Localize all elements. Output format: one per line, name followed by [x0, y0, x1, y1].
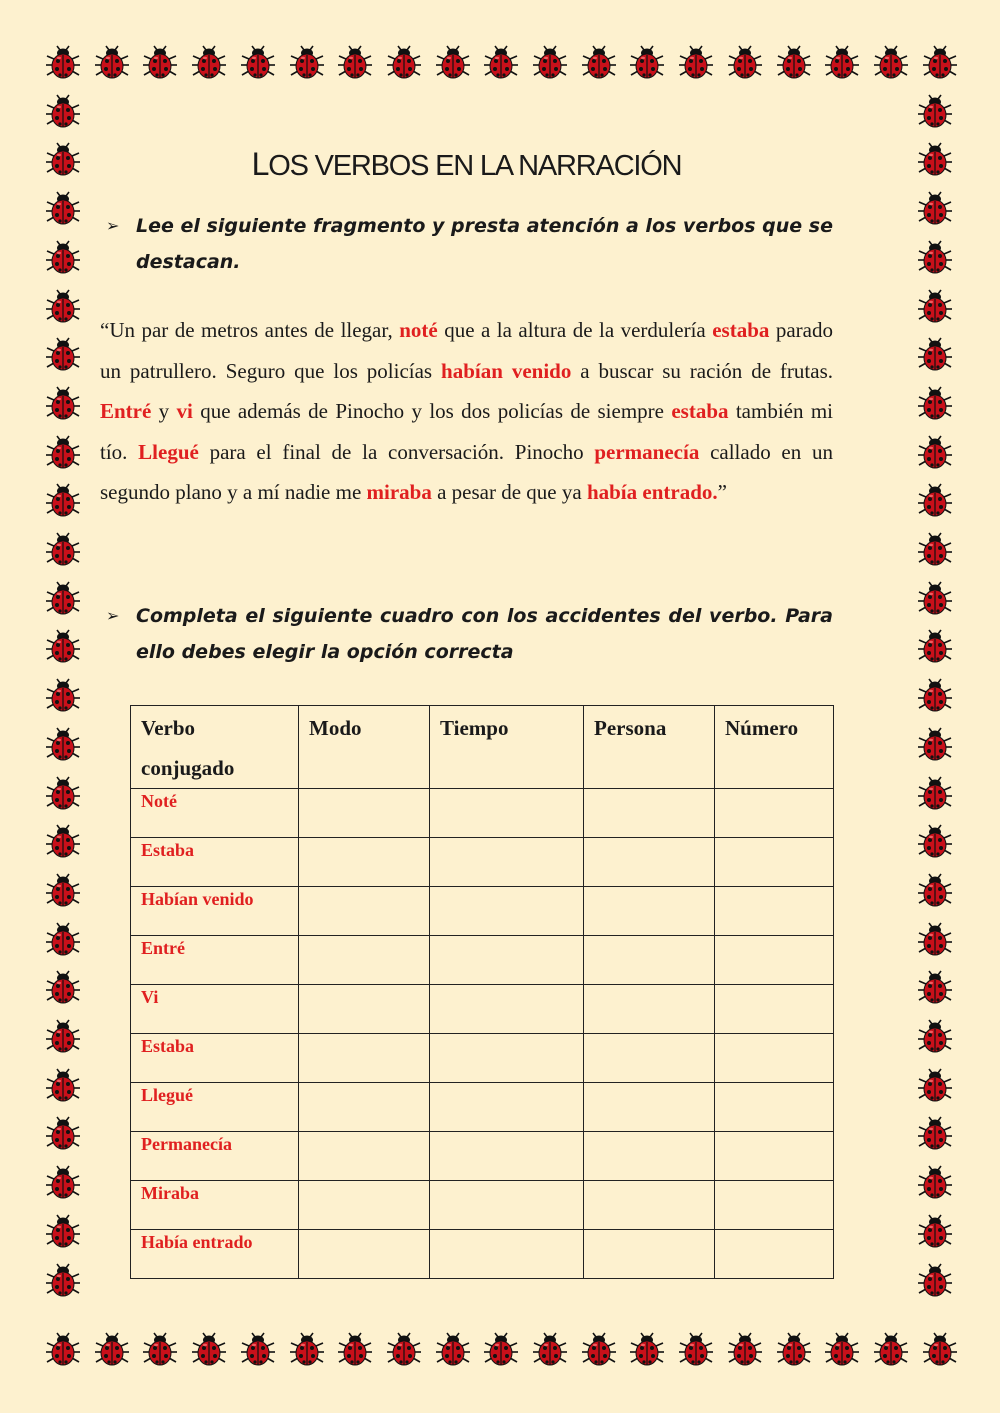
answer-cell-numero[interactable] [715, 1083, 834, 1132]
arrow-bullet-icon: ➢ [106, 216, 120, 235]
answer-cell-persona[interactable] [584, 1083, 715, 1132]
answer-cell-numero[interactable] [715, 1034, 834, 1083]
ladybug-icon [45, 483, 81, 519]
header-tiempo: Tiempo [430, 706, 584, 789]
verb-table [130, 705, 834, 1279]
ladybug-icon [629, 45, 665, 81]
ladybug-icon [45, 1019, 81, 1055]
ladybug-icon [873, 1332, 909, 1368]
verb-cell: Entré [131, 936, 299, 985]
ladybug-icon [917, 776, 953, 812]
answer-cell-tiempo[interactable] [430, 838, 584, 887]
answer-cell-modo[interactable] [299, 1132, 430, 1181]
arrow-bullet-icon: ➢ [106, 606, 120, 625]
ladybug-icon [917, 191, 953, 227]
ladybug-icon [45, 1068, 81, 1104]
highlighted-verb: estaba [671, 399, 729, 424]
ladybug-icon [824, 1332, 860, 1368]
header-numero: Número [715, 706, 834, 789]
ladybug-icon [917, 1019, 953, 1055]
answer-cell-numero[interactable] [715, 789, 834, 838]
verb-cell: Llegué [131, 1083, 299, 1132]
verb-cell: Vi [131, 985, 299, 1034]
ladybug-icon [917, 678, 953, 714]
ladybug-icon [917, 1116, 953, 1152]
paragraph-text: callado en un segundo plano y a mí nadie me [100, 439, 833, 505]
highlighted-verb: permanecía [594, 439, 700, 464]
highlighted-verb: noté [399, 318, 438, 342]
answer-cell-modo[interactable] [299, 1083, 430, 1132]
ladybug-icon [94, 1332, 130, 1368]
ladybug-icon [191, 1332, 227, 1368]
highlighted-verb: habían venido [441, 358, 572, 383]
ladybug-icon [240, 1332, 276, 1368]
ladybug-icon [142, 45, 178, 81]
ladybug-icon [532, 45, 568, 81]
ladybug-icon [483, 45, 519, 81]
answer-cell-modo[interactable] [299, 1230, 430, 1279]
answer-cell-persona[interactable] [584, 887, 715, 936]
ladybug-icon [386, 45, 422, 81]
header-modo: Modo [299, 706, 430, 789]
paragraph-text: “Un par de metros antes de llegar, [100, 318, 400, 342]
ladybug-icon [581, 45, 617, 81]
paragraph-text: para el final de la conversación. Pinocho [198, 439, 595, 464]
ladybug-icon [45, 1214, 81, 1250]
highlighted-verb: Entré [100, 399, 152, 424]
ladybug-icon [191, 45, 227, 81]
ladybug-icon [337, 45, 373, 81]
table-header-row [131, 706, 834, 789]
ladybug-icon [678, 1332, 714, 1368]
table-row [131, 985, 834, 1034]
ladybug-icon [917, 581, 953, 617]
ladybug-icon [289, 45, 325, 81]
story-fragment [100, 310, 833, 513]
ladybug-icon [45, 94, 81, 130]
ladybug-icon [94, 45, 130, 81]
answer-cell-tiempo[interactable] [430, 789, 584, 838]
ladybug-icon [435, 1332, 471, 1368]
answer-cell-tiempo[interactable] [430, 1083, 584, 1132]
answer-cell-tiempo[interactable] [430, 1230, 584, 1279]
instruction-complete: ➢ Completa el siguiente cuadro con los accidentes del verbo. Para ello debes elegir la opción correcta [100, 598, 833, 670]
instruction-read: ➢ Lee el siguiente fragmento y presta atención a los verbos que se destacan. [100, 208, 833, 280]
ladybug-icon [727, 1332, 763, 1368]
ladybug-icon [776, 45, 812, 81]
ladybug-icon [142, 1332, 178, 1368]
ladybug-icon [873, 45, 909, 81]
ladybug-icon [45, 142, 81, 178]
ladybug-icon [45, 45, 81, 81]
answer-cell-persona[interactable] [584, 838, 715, 887]
ladybug-icon [45, 678, 81, 714]
highlighted-verb: miraba [366, 480, 432, 505]
paragraph-text: y [151, 399, 177, 424]
paragraph-text: ” [717, 480, 727, 505]
ladybug-icon [917, 1165, 953, 1201]
verb-cell: Miraba [131, 1181, 299, 1230]
verb-cell: Había entrado [131, 1230, 299, 1279]
ladybug-icon [45, 337, 81, 373]
ladybug-icon [45, 435, 81, 471]
answer-cell-modo[interactable] [299, 887, 430, 936]
ladybug-icon [917, 337, 953, 373]
ladybug-icon [45, 873, 81, 909]
ladybug-icon [483, 1332, 519, 1368]
table-row [131, 1181, 834, 1230]
ladybug-icon [45, 824, 81, 860]
verb-cell: Permanecía [131, 1132, 299, 1181]
table-row [131, 1230, 834, 1279]
answer-cell-numero[interactable] [715, 887, 834, 936]
ladybug-icon [289, 1332, 325, 1368]
ladybug-icon [45, 922, 81, 958]
ladybug-icon [45, 240, 81, 276]
answer-cell-numero[interactable] [715, 1132, 834, 1181]
verb-cell: Habían venido [131, 887, 299, 936]
answer-cell-numero[interactable] [715, 838, 834, 887]
header-verbo: Verbo conjugado [131, 706, 299, 789]
paragraph-text: a buscar su ración de frutas. [571, 358, 834, 383]
answer-cell-persona[interactable] [584, 1230, 715, 1279]
ladybug-icon [45, 191, 81, 227]
ladybug-icon [922, 1332, 958, 1368]
ladybug-icon [45, 1116, 81, 1152]
ladybug-icon [917, 922, 953, 958]
ladybug-icon [386, 1332, 422, 1368]
answer-cell-modo[interactable] [299, 1181, 430, 1230]
ladybug-icon [917, 970, 953, 1006]
answer-cell-numero[interactable] [715, 985, 834, 1034]
ladybug-icon [45, 1332, 81, 1368]
answer-cell-numero[interactable] [715, 1230, 834, 1279]
ladybug-icon [581, 1332, 617, 1368]
ladybug-icon [45, 970, 81, 1006]
paragraph-text: a pesar de que ya [431, 480, 587, 505]
ladybug-icon [824, 45, 860, 81]
answer-cell-modo[interactable] [299, 789, 430, 838]
ladybug-icon [922, 45, 958, 81]
page-title: LOS VERBOS EN LA NARRACIÓN [251, 146, 682, 182]
ladybug-icon [532, 1332, 568, 1368]
answer-cell-tiempo[interactable] [430, 936, 584, 985]
ladybug-icon [917, 1263, 953, 1299]
ladybug-icon [917, 727, 953, 763]
ladybug-icon [917, 240, 953, 276]
ladybug-icon [917, 435, 953, 471]
header-persona: Persona [584, 706, 715, 789]
ladybug-icon [45, 386, 81, 422]
ladybug-icon [917, 142, 953, 178]
verb-cell: Estaba [131, 1034, 299, 1083]
verb-cell: Estaba [131, 838, 299, 887]
table-row [131, 936, 834, 985]
table-row [131, 789, 834, 838]
paragraph-text: que además de Pinocho y los dos policías de siempre [192, 399, 672, 424]
ladybug-icon [45, 581, 81, 617]
highlighted-verb: Llegué [138, 439, 199, 464]
answer-cell-persona[interactable] [584, 936, 715, 985]
ladybug-icon [917, 386, 953, 422]
answer-cell-modo[interactable] [299, 985, 430, 1034]
answer-cell-modo[interactable] [299, 838, 430, 887]
ladybug-icon [45, 1263, 81, 1299]
ladybug-icon [776, 1332, 812, 1368]
paragraph-text: parado un patrullero. Seguro que los policías [100, 318, 833, 383]
ladybug-icon [435, 45, 471, 81]
paragraph-text: también mi tío. [100, 399, 833, 464]
ladybug-icon [917, 629, 953, 665]
ladybug-icon [45, 1165, 81, 1201]
answer-cell-tiempo[interactable] [430, 985, 584, 1034]
ladybug-icon [917, 94, 953, 130]
ladybug-icon [45, 776, 81, 812]
table-row [131, 1132, 834, 1181]
table-row [131, 887, 834, 936]
answer-cell-tiempo[interactable] [430, 1181, 584, 1230]
highlighted-verb: estaba [712, 318, 770, 342]
ladybug-icon [917, 532, 953, 568]
ladybug-icon [629, 1332, 665, 1368]
ladybug-icon [678, 45, 714, 81]
ladybug-icon [917, 483, 953, 519]
answer-cell-persona[interactable] [584, 1034, 715, 1083]
ladybug-icon [917, 824, 953, 860]
ladybug-icon [337, 1332, 373, 1368]
answer-cell-tiempo[interactable] [430, 1132, 584, 1181]
ladybug-icon [45, 629, 81, 665]
table-row [131, 1083, 834, 1132]
ladybug-icon [45, 727, 81, 763]
ladybug-icon [917, 873, 953, 909]
highlighted-verb: había entrado. [586, 480, 718, 505]
answer-cell-tiempo[interactable] [430, 1034, 584, 1083]
ladybug-icon [917, 1214, 953, 1250]
answer-cell-persona[interactable] [584, 985, 715, 1034]
table-row [131, 838, 834, 887]
answer-cell-persona[interactable] [584, 789, 715, 838]
highlighted-verb: vi [176, 399, 193, 424]
answer-cell-tiempo[interactable] [430, 887, 584, 936]
table-row [131, 1034, 834, 1083]
ladybug-icon [727, 45, 763, 81]
answer-cell-numero[interactable] [715, 936, 834, 985]
ladybug-icon [917, 1068, 953, 1104]
ladybug-icon [917, 289, 953, 325]
verb-cell: Noté [131, 789, 299, 838]
ladybug-icon [45, 289, 81, 325]
paragraph-text: que a la altura de la verdulería [437, 318, 713, 342]
answer-cell-numero[interactable] [715, 1181, 834, 1230]
ladybug-icon [240, 45, 276, 81]
ladybug-icon [45, 532, 81, 568]
answer-cell-persona[interactable] [584, 1132, 715, 1181]
answer-cell-modo[interactable] [299, 1034, 430, 1083]
answer-cell-persona[interactable] [584, 1181, 715, 1230]
answer-cell-modo[interactable] [299, 936, 430, 985]
